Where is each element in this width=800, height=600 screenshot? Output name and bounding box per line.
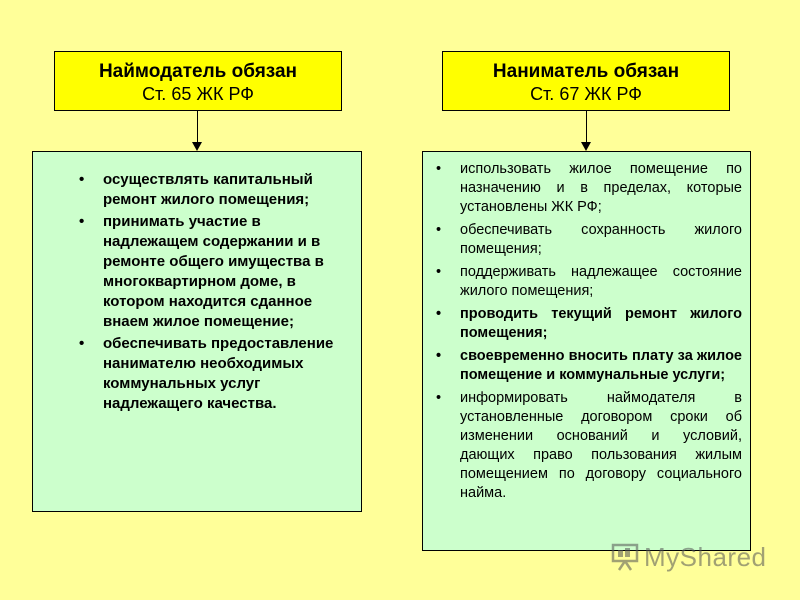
tenant-duties-box xyxy=(422,151,751,551)
tenant-duty-item: • использовать жилое помещение по назначению и в пределах, которые установлены ЖК РФ; xyxy=(460,160,742,217)
tenant-duty-item: • информировать наймодателя в установленные договором сроки об изменении оснований и условий, дающих право пользования жилым помещением по договору социального найма. xyxy=(460,389,742,503)
landlord-article: Ст. 65 ЖК РФ xyxy=(142,84,254,104)
tenant-header-box xyxy=(442,51,730,111)
landlord-title: Наймодатель обязан xyxy=(98,61,298,82)
right-arrow-head xyxy=(581,142,591,151)
tenant-duty-item: • обеспечивать сохранность жилого помещения; xyxy=(460,221,742,259)
landlord-duty-item: • осуществлять капитальный ремонт жилого помещения; xyxy=(103,170,351,210)
presentation-board-icon xyxy=(610,542,640,572)
left-arrow-head xyxy=(192,142,202,151)
landlord-duty-item: • принимать участие в надлежащем содержании и в ремонте общего имущества в многоквартирном доме, в котором находится сданное внаем жилое помещение; xyxy=(103,212,351,332)
right-connector-line xyxy=(586,111,587,142)
tenant-article: Ст. 67 ЖК РФ xyxy=(530,84,642,104)
landlord-duties-list xyxy=(33,152,361,414)
watermark-text: MyShared xyxy=(644,541,767,572)
tenant-duty-item: • поддерживать надлежащее состояние жилого помещения; xyxy=(460,263,742,301)
landlord-header-box xyxy=(54,51,342,111)
left-connector-line xyxy=(197,111,198,142)
myshared-watermark xyxy=(610,541,767,573)
landlord-duties-box xyxy=(32,151,362,512)
tenant-duty-item: • проводить текущий ремонт жилого помещения; xyxy=(460,305,742,343)
landlord-duty-item: • обеспечивать предоставление нанимателю необходимых коммунальных услуг надлежащего качества. xyxy=(103,334,351,414)
tenant-duties-list xyxy=(423,152,750,503)
tenant-duty-item: • своевременно вносить плату за жилое помещение и коммунальные услуги; xyxy=(460,347,742,385)
tenant-title: Наниматель обязан xyxy=(492,61,680,82)
